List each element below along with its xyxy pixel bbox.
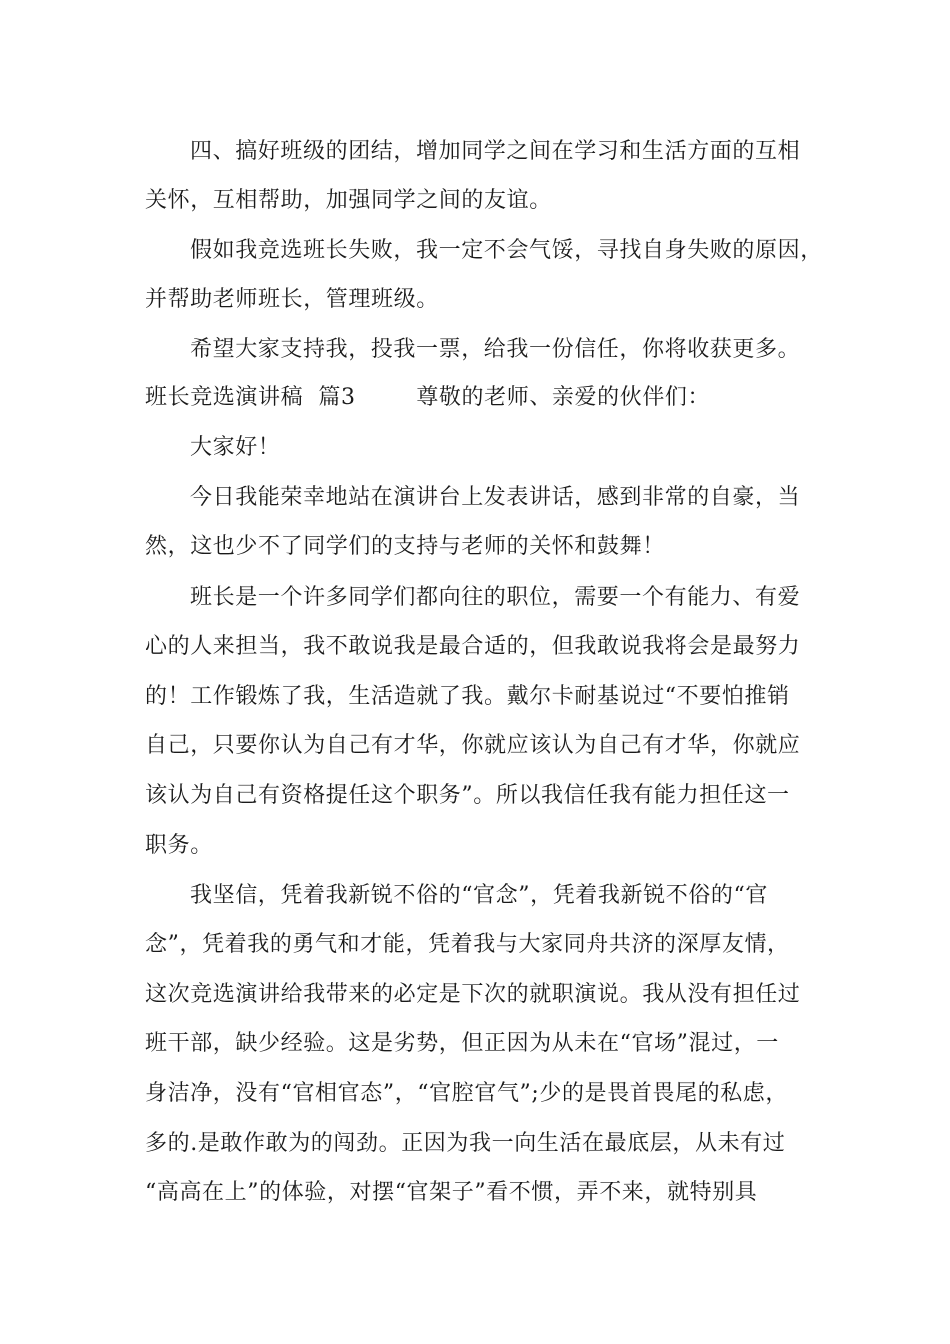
paragraph-line: 今日我能荣幸地站在演讲台上发表讲话，感到非常的自豪，当 <box>190 485 801 510</box>
paragraph-line: 心的人来担当，我不敢说我是最合适的，但我敢说我将会是最努力 <box>145 634 801 659</box>
paragraph-line: 的！工作锻炼了我，生活造就了我。戴尔卡耐基说过“不要怕推销 <box>145 684 790 709</box>
paragraph-line: 职务。 <box>145 833 213 858</box>
paragraph-line: 四、搞好班级的团结，增加同学之间在学习和生活方面的互相 <box>190 139 801 164</box>
paragraph-line: 然，这也少不了同学们的支持与老师的关怀和鼓舞！ <box>145 534 665 559</box>
paragraph-line: 并帮助老师班长，管理班级。 <box>145 287 439 312</box>
paragraph-line: 关怀，互相帮助，加强同学之间的友谊。 <box>145 188 552 213</box>
paragraph-line: 班长是一个许多同学们都向往的职位，需要一个有能力、有爱 <box>190 585 801 610</box>
section-heading: 班长竞选演讲稿 篇3 尊敬的老师、亲爱的伙伴们： <box>145 385 711 410</box>
paragraph-line: 该认为自己有资格提任这个职务”。所以我信任我有能力担任这一 <box>145 783 790 808</box>
paragraph-line: 假如我竞选班长失败，我一定不会气馁，寻找自身失败的原因， <box>190 238 823 263</box>
paragraph-line: 身洁净，没有“官相官态”，“官腔官气”;少的是畏首畏尾的私虑， <box>145 1081 789 1106</box>
greeting-line: 大家好！ <box>190 435 281 460</box>
paragraph-line: 我坚信，凭着我新锐不俗的“官念”，凭着我新锐不俗的“官 <box>190 883 768 908</box>
paragraph-line: 念”，凭着我的勇气和才能，凭着我与大家同舟共济的深厚友情， <box>145 932 790 957</box>
paragraph-line: 希望大家支持我，投我一票，给我一份信任，你将收获更多。 <box>190 337 801 362</box>
paragraph-line: 多的.是敢作敢为的闯劲。正因为我一向生活在最底层，从未有过 <box>145 1131 786 1156</box>
paragraph-line: 班干部，缺少经验。这是劣势，但正因为从未在“官场”混过，一 <box>145 1031 779 1056</box>
paragraph-line: “高高在上”的体验，对摆“官架子”看不惯，弄不来，就特别具 <box>145 1180 758 1205</box>
paragraph-line: 这次竞选演讲给我带来的必定是下次的就职演说。我从没有担任过 <box>145 982 801 1007</box>
paragraph-line: 自己，只要你认为自己有才华，你就应该认为自己有才华，你就应 <box>145 733 801 758</box>
